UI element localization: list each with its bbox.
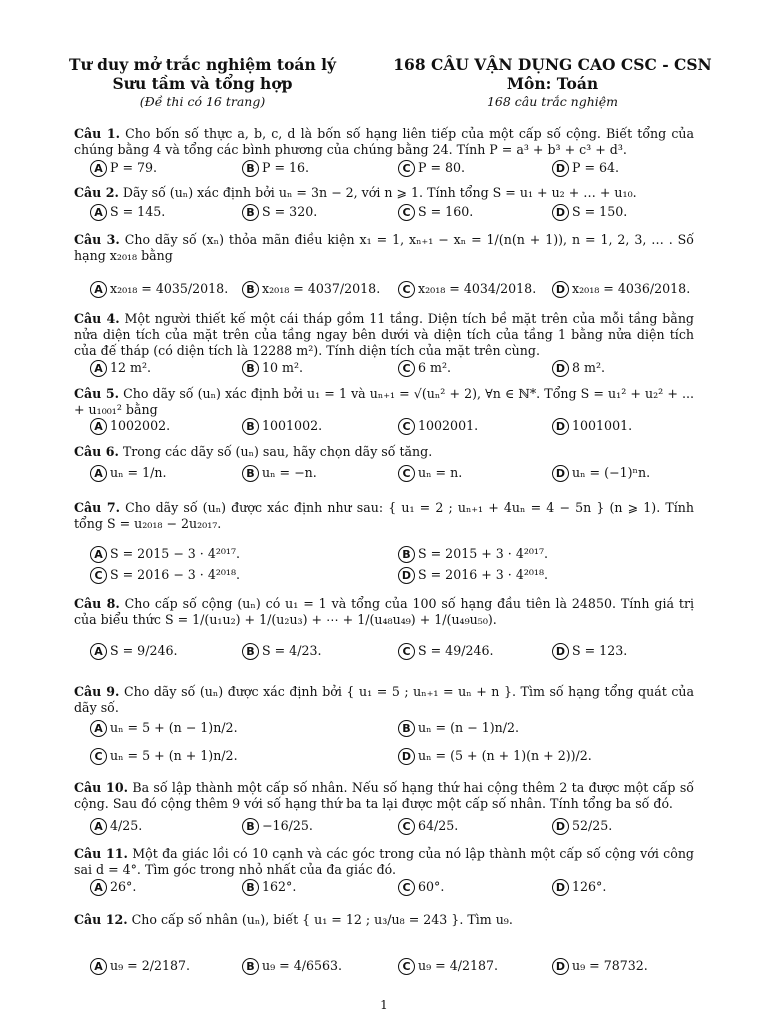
question-text: Trong các dãy số (uₙ) sau, hãy chọn dãy số tăng. [122,444,433,459]
option-text: 126°. [572,879,607,894]
option-text: S = 2015 − 3 · 4²⁰¹⁷. [110,546,241,561]
option-letter-badge: B [242,360,259,377]
option-letter-badge: B [242,418,259,435]
option-text: S = 123. [572,643,628,658]
option-letter-badge: C [398,643,415,660]
option-text: P = 16. [262,160,310,175]
option-text: u₉ = 4/6563. [262,958,343,973]
option-letter-badge: D [552,643,569,660]
options-row [90,879,690,897]
header-left-title: Tư duy mở trắc nghiệm toán lý [68,55,337,74]
option-text: S = 2016 − 3 · 4²⁰¹⁸. [110,567,241,582]
question-6 [74,444,694,460]
option-d[interactable] [552,643,627,660]
option-text: 26°. [110,879,137,894]
option-text: x₂₀₁₈ = 4036/2018. [572,281,691,296]
option-text: x₂₀₁₈ = 4035/2018. [110,281,229,296]
option-a[interactable] [90,958,190,975]
option-letter-badge: A [90,204,107,221]
option-text: uₙ = 5 + (n − 1)n/2. [110,720,238,735]
question-11 [74,846,694,878]
question-text: Ba số lập thành một cấp số nhân. Nếu số hạng thứ hai cộng thêm 2 ta được một cấp số cộng. Sau đó cộng thêm 9 với số hạng thứ ba ta lại được một cấp số nhân. Tính tổng ba số đó. [74,780,694,811]
question-text: Cho dãy số (uₙ) được xác định như sau: { u₁ = 2 ; uₙ₊₁ + 4uₙ = 4 − 5n } (n ⩾ 1). Tính tổng S = u₂₀₁₈ − 2u₂₀₁₇. [74,500,694,531]
option-letter-badge: B [242,465,259,482]
options-row [90,567,690,585]
option-c[interactable] [398,818,458,835]
option-letter-badge: C [398,360,415,377]
option-letter-badge: D [552,958,569,975]
question-7 [74,500,694,532]
question-12 [74,912,694,928]
header-right-subtitle: Môn: Toán [506,74,599,93]
option-text: x₂₀₁₈ = 4037/2018. [262,281,381,296]
option-a[interactable] [90,418,170,435]
option-d[interactable] [552,818,612,835]
option-text: S = 49/246. [418,643,494,658]
option-text: u₉ = 2/2187. [110,958,191,973]
option-text: u₉ = 4/2187. [418,958,499,973]
option-letter-badge: A [90,643,107,660]
question-text: Một người thiết kế một cái tháp gồm 11 tầng. Diện tích bề mặt trên của mỗi tầng bằng nửa diện tích của mặt trên của tầng ngay bên dưới và diện tích của tầng 1 bằng nửa diện tích của đế tháp (có diện tích là 12288 m²). Tính diện tích của mặt trên cùng. [74,311,694,358]
question-label: Câu 1. [74,126,121,141]
option-a[interactable] [90,643,177,660]
option-text: 6 m². [418,360,452,375]
question-text: Cho dãy số (uₙ) xác định bởi u₁ = 1 và uₙ₊₁ = √(uₙ² + 2), ∀n ∈ ℕ*. Tổng S = u₁² + u₂² + ... + u₁₀₀₁² bằng [74,386,695,417]
option-b[interactable] [242,643,321,660]
options-row [90,818,690,836]
option-letter-badge: A [90,281,107,298]
option-a[interactable] [90,204,165,221]
question-label: Câu 2. [74,185,119,200]
option-text: 4/25. [110,818,143,833]
question-8 [74,596,694,628]
options-row [90,281,690,299]
question-1 [74,126,694,158]
option-letter-badge: C [90,748,107,765]
question-label: Câu 8. [74,596,120,611]
option-c[interactable] [398,281,536,298]
option-b[interactable] [242,360,303,377]
option-letter-badge: C [398,465,415,482]
option-c[interactable] [398,958,498,975]
option-d[interactable] [552,160,619,177]
option-text: S = 4/23. [262,643,322,658]
option-b[interactable] [242,418,322,435]
option-text: S = 150. [572,204,628,219]
option-b[interactable] [242,204,317,221]
option-text: P = 79. [110,160,158,175]
option-c[interactable] [398,360,451,377]
option-letter-badge: D [398,748,415,765]
option-b[interactable] [242,160,309,177]
option-text: 60°. [418,879,445,894]
question-10 [74,780,694,812]
option-letter-badge: D [552,879,569,896]
question-4 [74,311,694,358]
question-label: Câu 12. [74,912,128,927]
option-text: 52/25. [572,818,613,833]
option-letter-badge: A [90,879,107,896]
option-letter-badge: A [90,818,107,835]
option-text: 12 m². [110,360,152,375]
option-letter-badge: B [242,160,259,177]
option-letter-badge: C [398,879,415,896]
option-text: 10 m². [262,360,304,375]
header-right-title: 168 CÂU VẬN DỤNG CAO CSC - CSN [393,55,712,74]
header-left-note: (Đề thi có 16 trang) [139,94,266,109]
option-c[interactable] [398,160,465,177]
question-text: Dãy số (uₙ) xác định bởi uₙ = 3n − 2, với n ⩾ 1. Tính tổng S = u₁ + u₂ + … + u₁₀. [122,185,637,200]
option-letter-badge: C [398,281,415,298]
option-text: 64/25. [418,818,459,833]
options-row [90,643,690,661]
option-text: S = 9/246. [110,643,178,658]
option-letter-badge: B [242,281,259,298]
option-letter-badge: D [552,160,569,177]
option-b[interactable] [242,879,296,896]
options-row [90,465,690,483]
option-c[interactable] [398,418,478,435]
option-d[interactable] [552,958,648,975]
option-text: uₙ = 1/n. [110,465,167,480]
option-letter-badge: D [552,818,569,835]
page-number: 1 [380,998,388,1012]
question-text: Cho cấp số cộng (uₙ) có u₁ = 1 và tổng của 100 số hạng đầu tiên là 24850. Tính giá trị của biểu thức S = 1/(u₁u₂) + 1/(u₂u₃) + ⋯ + 1/(u₄₈u₄₉) + 1/(u₄₉u₅₀). [74,596,694,627]
option-letter-badge: D [552,465,569,482]
option-letter-badge: A [90,546,107,563]
option-d[interactable] [552,281,690,298]
option-letter-badge: B [242,643,259,660]
option-c[interactable] [398,879,444,896]
question-label: Câu 4. [74,311,120,326]
options-row [90,748,690,766]
option-letter-badge: A [90,958,107,975]
option-text: P = 64. [572,160,620,175]
option-letter-badge: C [398,818,415,835]
options-row [90,204,690,222]
option-c[interactable] [90,748,238,765]
option-letter-badge: D [552,360,569,377]
option-b[interactable] [242,818,313,835]
options-row [90,160,690,178]
option-text: 1002001. [418,418,479,433]
option-letter-badge: C [90,567,107,584]
question-label: Câu 5. [74,386,119,401]
option-b[interactable] [242,958,342,975]
option-a[interactable] [90,281,228,298]
option-letter-badge: A [90,465,107,482]
option-text: S = 2016 + 3 · 4²⁰¹⁸. [418,567,549,582]
option-letter-badge: B [242,958,259,975]
option-letter-badge: C [398,160,415,177]
option-text: u₉ = 78732. [572,958,648,973]
option-text: uₙ = (−1)ⁿn. [572,465,651,480]
option-text: S = 160. [418,204,474,219]
option-text: uₙ = −n. [262,465,317,480]
question-label: Câu 6. [74,444,119,459]
options-row [90,360,690,378]
option-letter-badge: D [552,418,569,435]
options-row [90,720,690,738]
option-c[interactable] [398,204,473,221]
option-text: 1002002. [110,418,171,433]
question-text: Cho dãy số (uₙ) được xác định bởi { u₁ = 5 ; uₙ₊₁ = uₙ + n }. Tìm số hạng tổng quát của dãy số. [74,684,694,715]
question-label: Câu 3. [74,232,120,247]
option-d[interactable] [552,465,650,482]
option-text: S = 320. [262,204,318,219]
option-letter-badge: B [242,818,259,835]
option-letter-badge: A [90,418,107,435]
option-b[interactable] [398,546,548,563]
question-label: Câu 9. [74,684,120,699]
option-d[interactable] [398,567,548,584]
option-text: uₙ = n. [418,465,463,480]
header-left [60,55,345,110]
option-letter-badge: D [398,567,415,584]
option-a[interactable] [90,160,157,177]
option-letter-badge: A [90,360,107,377]
option-text: uₙ = (5 + (n + 1)(n + 2))/2. [418,748,592,763]
option-d[interactable] [552,204,627,221]
question-2 [74,185,694,201]
option-text: P = 80. [418,160,466,175]
option-d[interactable] [552,879,606,896]
question-9 [74,684,694,716]
header-right [380,55,725,110]
option-letter-badge: B [398,720,415,737]
option-letter-badge: B [242,879,259,896]
option-letter-badge: B [242,204,259,221]
option-c[interactable] [90,567,240,584]
option-a[interactable] [90,818,142,835]
question-5 [74,386,694,418]
question-text: Cho cấp số nhân (uₙ), biết { u₁ = 12 ; u₃/u₈ = 243 }. Tìm u₉. [131,912,513,927]
option-text: −16/25. [262,818,313,833]
option-letter-badge: D [552,204,569,221]
option-d[interactable] [398,748,592,765]
option-c[interactable] [398,643,494,660]
option-a[interactable] [90,720,238,737]
option-a[interactable] [90,546,240,563]
option-b[interactable] [398,720,519,737]
question-label: Câu 11. [74,846,128,861]
question-text: Cho dãy số (xₙ) thỏa mãn điều kiện x₁ = 1, xₙ₊₁ − xₙ = 1/(n(n + 1)), n = 1, 2, 3, … . Số hạng x₂₀₁₈ bằng [74,232,694,263]
option-text: uₙ = 5 + (n + 1)n/2. [110,748,238,763]
option-text: 1001001. [572,418,633,433]
option-text: x₂₀₁₈ = 4034/2018. [418,281,537,296]
question-label: Câu 7. [74,500,120,515]
option-letter-badge: D [552,281,569,298]
question-text: Một đa giác lồi có 10 cạnh và các góc trong của nó lập thành một cấp số cộng với công sai d = 4°. Tìm góc trong nhỏ nhất của đa giác đó. [74,846,694,877]
question-3 [74,232,694,264]
option-a[interactable] [90,465,167,482]
option-a[interactable] [90,879,136,896]
option-b[interactable] [242,465,317,482]
option-d[interactable] [552,418,632,435]
option-letter-badge: C [398,204,415,221]
header-left-subtitle: Sưu tầm và tổng hợp [112,74,293,93]
option-d[interactable] [552,360,605,377]
options-row [90,958,690,976]
option-b[interactable] [242,281,380,298]
option-letter-badge: C [398,958,415,975]
option-text: uₙ = (n − 1)n/2. [418,720,519,735]
option-c[interactable] [398,465,462,482]
option-letter-badge: A [90,720,107,737]
option-text: 1001002. [262,418,323,433]
options-row [90,418,690,436]
question-label: Câu 10. [74,780,128,795]
option-text: 8 m². [572,360,606,375]
option-letter-badge: C [398,418,415,435]
option-text: S = 145. [110,204,166,219]
option-a[interactable] [90,360,151,377]
options-row [90,546,690,564]
question-text: Cho bốn số thực a, b, c, d là bốn số hạng liên tiếp của một cấp số cộng. Biết tổng của chúng bằng 4 và tổng các bình phương của chúng bằng 24. Tính P = a³ + b³ + c³ + d³. [74,126,695,157]
option-letter-badge: B [398,546,415,563]
option-letter-badge: A [90,160,107,177]
header-right-note: 168 câu trắc nghiệm [486,94,619,109]
option-text: 162°. [262,879,297,894]
option-text: S = 2015 + 3 · 4²⁰¹⁷. [418,546,549,561]
